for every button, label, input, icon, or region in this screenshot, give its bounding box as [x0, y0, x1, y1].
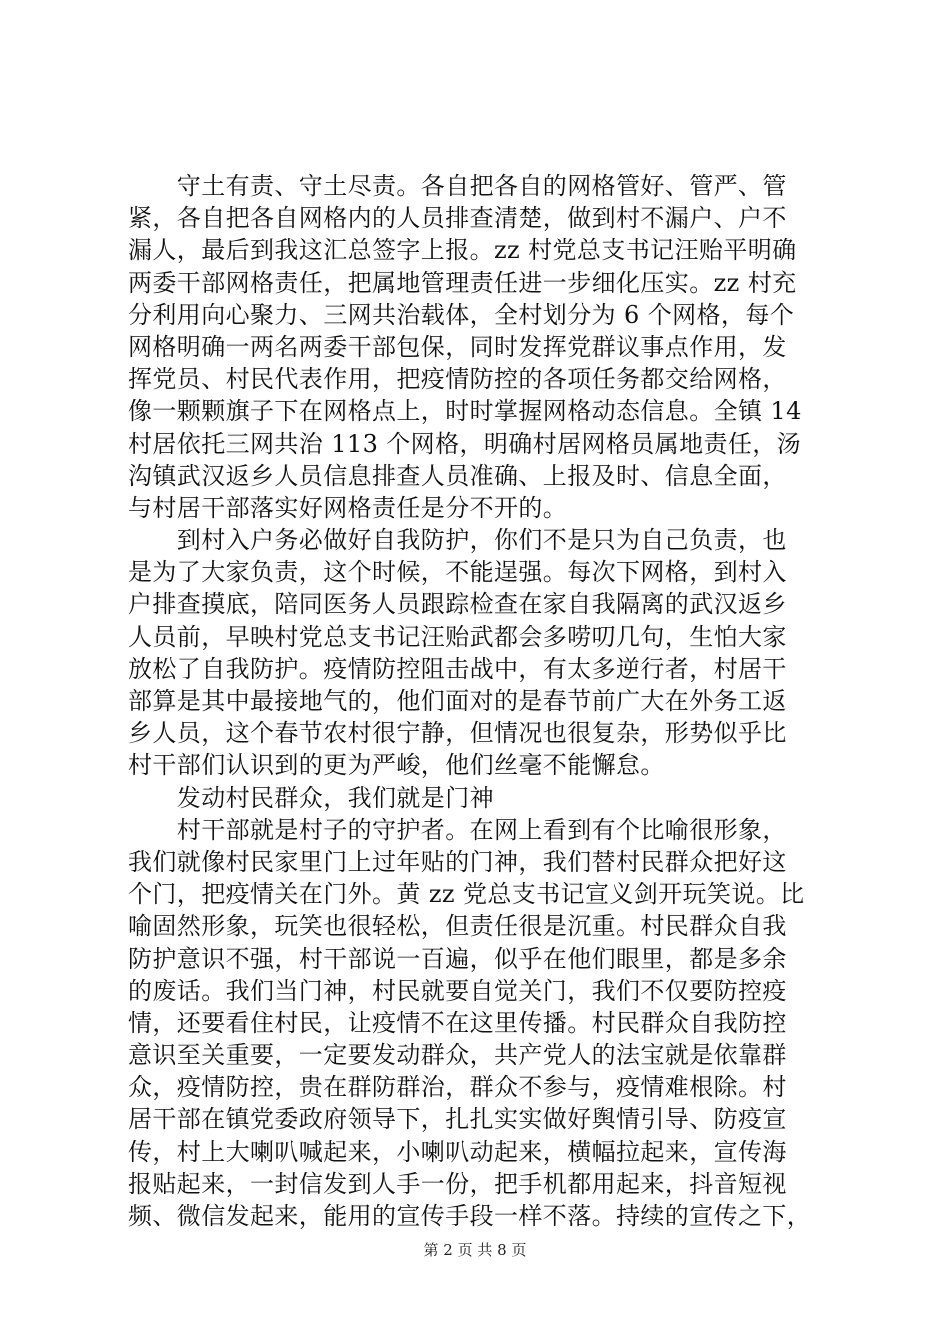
page-footer: 第 2 页 共 8 页 — [423, 1241, 527, 1259]
text-line: 网格明确一两名两委干部包保，同时发挥党群议事点作用，发 — [128, 332, 787, 361]
text-line: 村干部就是村子的守护者。在网上看到有个比喻很形象， — [128, 815, 787, 844]
text-line: 部算是其中最接地气的，他们面对的是春节前广大在外务工返 — [128, 687, 787, 715]
section-heading: 发动村民群众，我们就是门神 — [128, 783, 494, 812]
text-line: 防护意识不强，村干部说一百遍，似乎在他们眼里，都是多余 — [128, 944, 787, 973]
text-line: 户排查摸底，陪同医务人员跟踪检查在家自我隔离的武汉返乡 — [128, 590, 787, 619]
text-line: 人员前，早映村党总支书记汪贻武都会多唠叨几句，生怕大家 — [128, 622, 787, 651]
text-line: 分利用向心聚力、三网共治载体，全村划分为 6 个网格，每个 — [128, 300, 795, 329]
text-line: 村干部们认识到的更为严峻，他们丝毫不能懈怠。 — [128, 751, 665, 780]
text-line: 意识至关重要，一定要发动群众，共产党人的法宝就是依靠群 — [128, 1041, 787, 1070]
text-line: 报贴起来，一封信发到人手一份，把手机都用起来，抖音短视 — [128, 1169, 787, 1198]
text-line: 像一颗颗旗子下在网格点上，时时掌握网格动态信息。全镇 14 — [128, 397, 802, 426]
text-line: 紧，各自把各自网格内的人员排查清楚，做到村不漏户、户不 — [128, 204, 787, 233]
text-line: 与村居干部落实好网格责任是分不开的。 — [128, 493, 568, 522]
text-line: 情，还要看住村民，让疫情不在这里传播。村民群众自我防控 — [128, 1008, 787, 1037]
text-line: 的废话。我们当门神，村民就要自觉关门，我们不仅要防控疫 — [128, 976, 787, 1005]
text-line: 喻固然形象，玩笑也很轻松，但责任很是沉重。村民群众自我 — [128, 912, 787, 941]
text-line: 放松了自我防护。疫情防控阻击战中，有太多逆行者，村居干 — [128, 654, 787, 683]
text-line: 是为了大家负责，这个时候，不能逞强。每次下网格，到村入 — [128, 558, 787, 587]
text-line: 挥党员、村民代表作用，把疫情防控的各项任务都交给网格， — [128, 365, 787, 394]
text-line: 众，疫情防控，贵在群防群治，群众不参与，疫情难根除。村 — [128, 1073, 787, 1102]
text-line: 乡人员，这个春节农村很宁静，但情况也很复杂，形势似乎比 — [128, 719, 787, 748]
text-line: 居干部在镇党委政府领导下，扎扎实实做好舆情引导、防疫宣 — [128, 1105, 787, 1134]
text-line: 到村入户务必做好自我防护，你们不是只为自己负责，也 — [128, 526, 787, 555]
document-body — [128, 170, 840, 1232]
text-line: 个门，把疫情关在门外。黄 zz 党总支书记宣义剑开玩笑说。比 — [128, 880, 805, 909]
text-line: 漏人，最后到我这汇总签字上报。zz 村党总支书记汪贻平明确 — [128, 236, 797, 265]
text-line: 传，村上大喇叭喊起来，小喇叭动起来，横幅拉起来，宣传海 — [128, 1137, 787, 1166]
text-line: 沟镇武汉返乡人员信息排查人员准确、上报及时、信息全面， — [128, 461, 787, 490]
text-line: 频、微信发起来，能用的宣传手段一样不落。持续的宣传之下， — [128, 1202, 812, 1230]
text-line: 两委干部网格责任，把属地管理责任进一步细化压实。zz 村充 — [128, 268, 797, 297]
text-line: 守土有责、守土尽责。各自把各自的网格管好、管严、管 — [128, 172, 787, 200]
text-line: 村居依托三网共治 113 个网格，明确村居网格员属地责任，汤 — [128, 429, 802, 458]
text-line: 我们就像村民家里门上过年贴的门神，我们替村民群众把好这 — [128, 847, 787, 876]
